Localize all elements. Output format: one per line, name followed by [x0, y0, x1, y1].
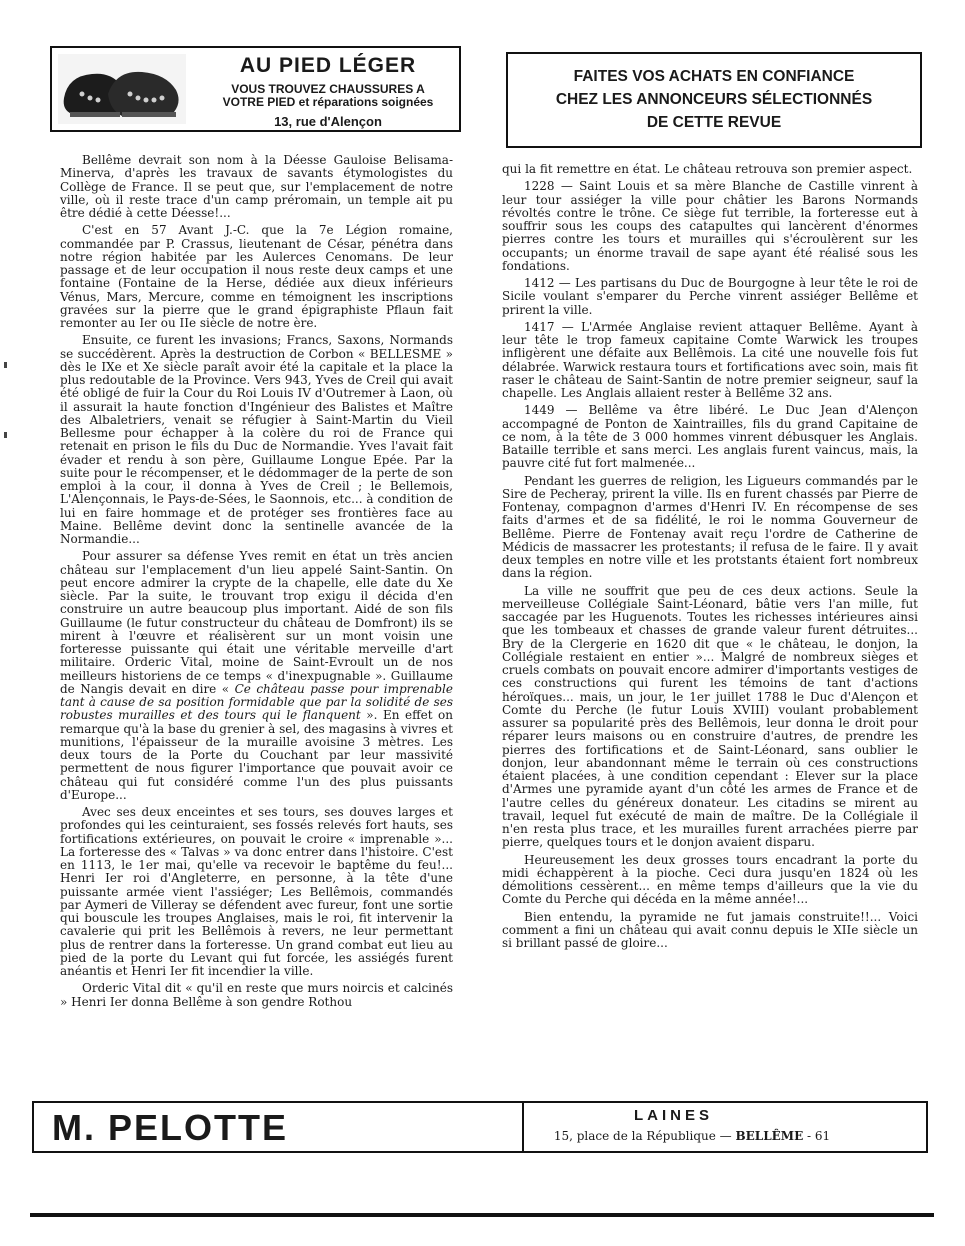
- paragraph: Heureusement les deux grosses tours encadrant la porte du midi échappèrent à la pioche. Ceci dura jusqu'en 1824 où les démolitions cessèrent... en même temps d'ailleurs que la vie du Comte du Perche qui décéda en la même année!...: [502, 852, 918, 907]
- article-left-column: [60, 154, 453, 1013]
- paragraph: C'est en 57 Avant J.-C. que la 7e Légion romaine, commandée par P. Crassus, lieutenant de César, pénétra dans notre région habitée par les Aulerces Cenomans. De leur passage et de leur occupation il nous reste deux camps et une fontaine (Fontaine de la Herse, dédiée aux dieux inférieurs Vénus, Mars, Mercure, comme en témoignent les inscriptions gravées sur la pierre que le grand épigraphiste Pflaun fait remonter au Ier ou IIe siècle de notre ère.: [60, 223, 453, 330]
- paragraph: La ville ne souffrit que peu de ces deux actions. Seule la merveilleuse Collégiale Saint-Léonard, bâtie vers l'an mille, fut saccagée par les Huguenots. Toutes les richesses intérieures ainsi que les tombeaux et chasses de grande valeur furent détruites... Bry de la Clergerie en 1620 dit que « le château, le donjon, la Collégiale restaient en entier »... Malgré de nombreux sièges et cruels combats on pouvait encore admirer d'importants vestiges de ces constructions qui furent les témoins de tant d'actions héroïques... mais, un jour, le 1er juillet 1788 le Duc d'Alençon et Comte du Perche (le futur Louis XVIII) voulant probablement assurer sa popularité près des Bellêmois, leur donna le droit pour réparer leurs maisons ou en construire d'autres, de prendre les pierres des fortifications et de Saint-Léonard, sans oublier le donjon, leur abandonnant même le terrain où ces constructions étaient placées, à une condition cependant : Elever sur la place d'Armes une pyramide ayant d'un côté les armes de France et de l'autre celles du généreux donateur. Les citadins se mirent au travail, lequel fut exécuté de main de maître. De la Collégiale il n'en resta plus trace, et les murailles furent arrachées pierre par pierre, quelques tours et le donjon avaient disparu.: [502, 583, 918, 850]
- shoes-image: [58, 54, 186, 124]
- address-town: BELLÊME: [735, 1129, 804, 1143]
- ad-divider: [522, 1103, 524, 1151]
- paragraph: 1417 — L'Armée Anglaise revient attaquer Bellême. Ayant à leur tête le trop fameux capitaine Comte Warwick les troupes infligèrent une défaite aux Bellêmois. La cité une nouvelle fois fut délabrée. Warwick restaura tours et fortifications avec soin, mais fit raser le château de Saint-Santin de notre premier seigneur, sauf la chapelle. Les Anglais allaient rester à Bellême 32 ans.: [502, 319, 918, 400]
- text-run: Pour assurer sa défense Yves remit en état un très ancien château sur l'emplacement d'un lieu appelé Saint-Santin. On peut encore admirer la crypte de la chapelle, elle date du Xe siècle. Par la suite, le trouvant trop exigu il décida d'en construire un autre beaucoup plus important. Aidé de son fils Guillaume (le futur constructeur du château de Domfront) ils se mirent à l'œuvre et réalisèrent sur un mont voisin une forteresse puissante qui était une véritable merveille d'art militaire. Orderic Vital, moine de Saint-Evroult un de nos meilleurs historiens de ce temps « d'inexpugnable ». Guillaume de Nangis devait en dire «: [60, 549, 453, 696]
- ad-pelotte: [32, 1101, 928, 1153]
- bottom-rule: [30, 1213, 934, 1217]
- ad-au-pied-leger: [50, 46, 461, 132]
- nangis-quote: Ce château passe pour imprenable tant à cause de sa position formidable que par la solidité de ses robustes murailles et des tours qui le flanquent: [60, 681, 453, 723]
- paragraph: 1228 — Saint Louis et sa mère Blanche de Castille vinrent à leur tour assiéger la ville pour châtier les Barons Normands révoltés contre le trône. Ce siège fut terrible, la forteresse eut à souffrir sous les coups des catapultes qui lancèrent d'énormes pierres contre les tours et murailles qui s'écroulèrent sur les occupants; un énorme travail de sape ayant été réalisé sous les fondations.: [502, 179, 918, 273]
- paragraph: Bien entendu, la pyramide ne fut jamais construite!!... Voici comment a fini un château qui avait connu depuis le XIIe siècle un si brillant passé de gloire...: [502, 909, 918, 950]
- ad-confiance-inner: [514, 60, 914, 140]
- ad-pelotte-trade: LAINES: [634, 1107, 714, 1124]
- text-run: ». En effet on remarque qu'à la base du grenier à sel, des magasins à vivres et munitions, l'épaisseur de la muraille avoisine 3 mètres. Les deux tours de la Porte du Couchant par leur massivité permettent de nous figurer l'importance que pouvait avoir ce château qui fut considéré comme l'un des plus puissants d'Europe...: [60, 708, 454, 802]
- paragraph: 1412 — Les partisans du Duc de Bourgogne à leur tête le roi de Sicile voulant s'emparer du Perche vinrent assiéger Bellême et prirent la ville.: [502, 276, 918, 317]
- paragraph: Ensuite, ce furent les invasions; Francs, Saxons, Normands se succédèrent. Après la destruction de Corbon « BELLESME » dès le IXe et Xe siècle paraît avoir été la capitale et la place la plus redoutable de la Province. Vers 943, Yves de Creil qui avait été obligé de fuir la Cour du Roi Louis IV d'Outremer à Laon, où il assurait la haute fonction d'Ingénieur des Balistes et Maître des Albaletriers, venait se réfugier à Saint-Martin du Vieil Bellesme pour échapper à la colère du roi de France qui retenait en prison le fils du Duc de Normandie. Yves l'avait fait évader et rendu à son père, Guillaume Longue Epée. Par la suite pour le récompenser, et le dédommager de la perte de son emploi à la cour, il donna à Yves de Creil ; le Bellemois, L'Alençonnais, le Pays-de-Sées, le Saonnois, etc... à condition de lui en faire hommage et de protéger ses frontières face au Maine. Bellême devint donc la sentinelle avancée de la Normandie...: [60, 333, 453, 546]
- ad-confiance-line2: CHEZ LES ANNONCEURS SÉLECTIONNÉS: [555, 91, 873, 108]
- ad-confiance-line3: DE CETTE REVUE: [646, 114, 782, 131]
- ad-confiance-line1: FAITES VOS ACHATS EN CONFIANCE: [573, 68, 855, 85]
- paragraph: Orderic Vital dit « qu'il en reste que murs noircis et calcinés » Henri Ier donna Bellême à son gendre Rothou: [60, 981, 453, 1009]
- ad-confiance: [506, 52, 922, 148]
- ad-pelotte-name: M. PELOTTE: [52, 1107, 288, 1148]
- margin-mark: [4, 362, 7, 368]
- address-street: 15, place de la République —: [553, 1129, 736, 1143]
- article-right-column: [502, 163, 918, 954]
- address-dept: - 61: [803, 1129, 831, 1143]
- ad-shoes-line1: VOUS TROUVEZ CHAUSSURES A: [231, 82, 425, 96]
- ad-shoes-title: AU PIED LÉGER: [239, 54, 417, 77]
- ad-pelotte-address: [532, 1129, 852, 1143]
- ad-shoes-line2: VOTRE PIED et réparations soignées: [222, 95, 434, 109]
- paragraph: 1449 — Bellême va être libéré. Le Duc Jean d'Alençon accompagné de Ponton de Xaintrailles, fils du grand Capitaine de ce nom, à la tête de 3 000 hommes vinrent débusquer les Anglais. Bataille terrible et sans merci. Les anglais furent vaincus, mais, la pauvre cité fut fort malmenée...: [502, 403, 918, 471]
- paragraph: [60, 550, 453, 802]
- paragraph: Avec ses deux enceintes et ses tours, ses douves larges et profondes qui les ceinturaient, ses fossés relevés fort hauts, ses fortifications extérieures, on pouvait le croire « imprenable »... La forteresse des « Talvas » va donc entrer dans l'histoire. C'est en 1113, le 1er mai, qu'elle va recevoir le baptême du feu!... Henri Ier roi d'Angleterre, en personne, à la tête d'une puissante armée vient l'assiéger; Les Bellêmois, commandés par Aymeri de Villeray se défendent avec fureur, font une sortie qui bouscule les troupes Anglaises, mais le roi, fit intervenir la cavalerie qui prit les Bellêmois à revers, ne leur permettant plus de rentrer dans la forteresse. Un grand combat eut lieu au pied de la porte du Levant qui fut forcée, les assiégés furent anéantis et Henri Ier fit incendier la ville.: [60, 805, 453, 978]
- paragraph: Pendant les guerres de religion, les Ligueurs commandés par le Sire de Pecheray, prirent la ville. Ils en furent chassés par Pierre de Fontenay, compagnon d'armes d'Henri IV. En récompense de ses faits d'armes et de sa fidélité, le roi le nomma Gouverneur de Bellême. Pierre de Fontenay avait reçu l'ordre de Catherine de Médicis de massacrer les protestants; il refusa de le faire. Il y avait deux temples en notre ville et les protstants étaient fort nombreux dans la région.: [502, 473, 918, 581]
- paragraph: qui la fit remettre en état. Le château retrouva son premier aspect.: [502, 162, 913, 176]
- ad-shoes-address: 13, rue d'Alençon: [274, 114, 382, 129]
- paragraph: Bellême devrait son nom à la Déesse Gauloise Belisama-Minerva, d'après les travaux de savants étymologistes du Collège de France. Il se peut que, sur l'emplacement de notre ville, où il reste trace d'un camp préromain, un temple ait pu être dédié à cette Déesse!...: [60, 153, 453, 220]
- margin-mark: [4, 432, 7, 438]
